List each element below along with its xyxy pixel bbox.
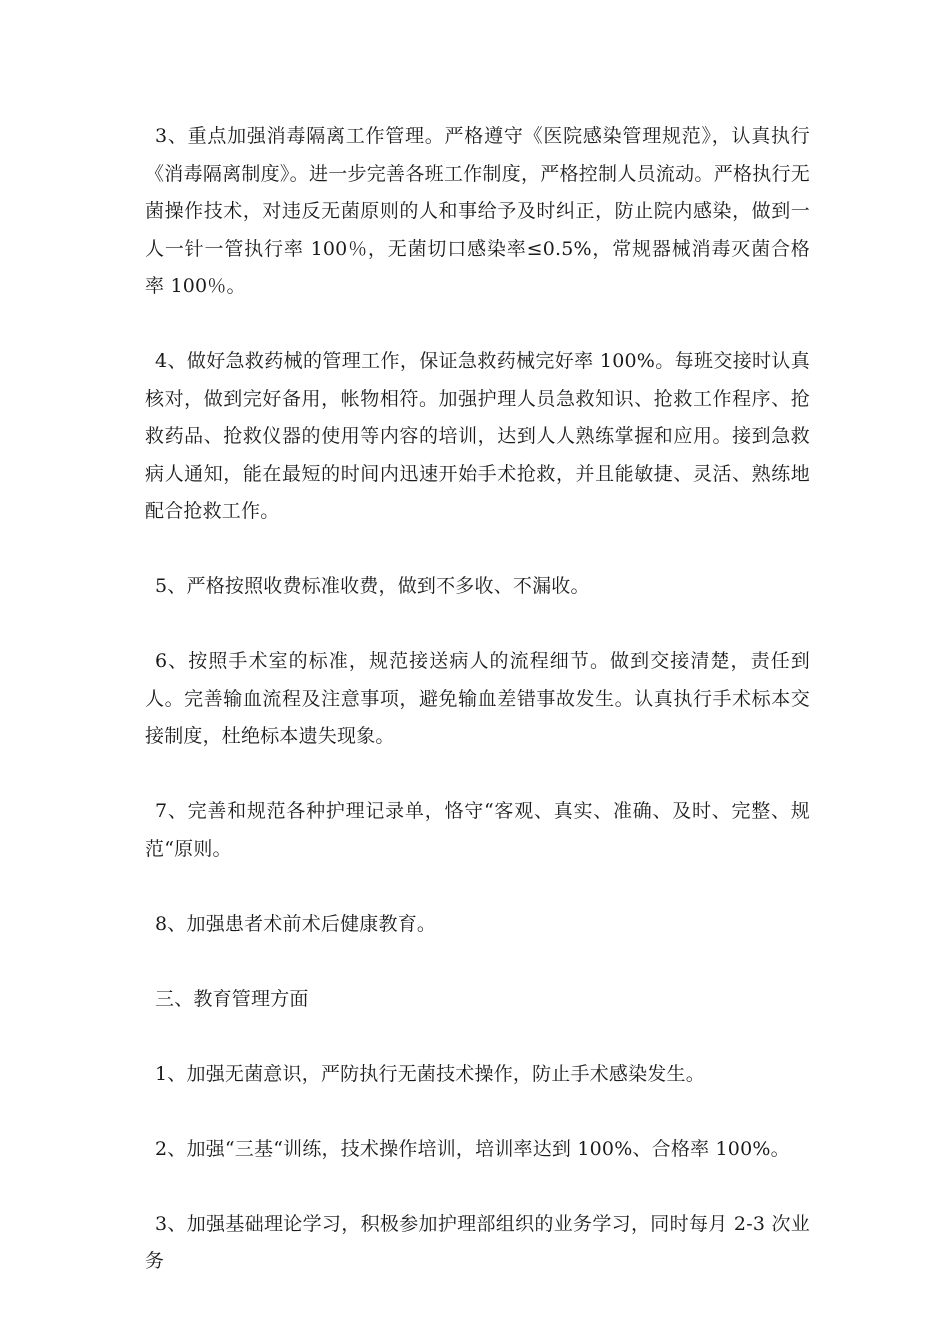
paragraph-health-education: 8、加强患者术前术后健康教育。 — [155, 912, 437, 935]
document-body — [145, 118, 810, 1318]
paragraph-aseptic-awareness: 1、加强无菌意识，严防执行无菌技术操作，防止手术感染发生。 — [155, 1062, 705, 1085]
paragraph-disinfection-isolation: 3、重点加强消毒隔离工作管理。严格遵守《医院感染管理规范》，认真执行《消毒隔离制度》。进一步完善各班工作制度，严格控制人员流动。严格执行无菌操作技术，对违反无菌原则的人和事给予及时纠正，防止院内感染，做到一人一针一管执行率 100％，无菌切口感染率≤0.5%，常规器械消毒灭菌合格率 100％。 — [145, 125, 810, 297]
paragraph-fee-standard: 5、严格按照收费标准收费，做到不多收、不漏收。 — [155, 575, 590, 597]
paragraph-emergency-equipment: 4、做好急救药械的管理工作，保证急救药械完好率 100%。每班交接时认真核对，做到完好备用，帐物相符。加强护理人员急救知识、抢救工作程序、抢救药品、抢救仪器的使用等内容的培训，达到人人熟练掌握和应用。接到急救病人通知，能在最短的时间内迅速开始手术抢救，并且能敏捷、灵活、熟练地配合抢救工作。 — [145, 350, 810, 522]
paragraph-three-basics-training: 2、加强“三基“训练，技术操作培训，培训率达到 100%、合格率 100%。 — [155, 1137, 790, 1160]
paragraph-patient-transfer: 6、按照手术室的标准，规范接送病人的流程细节。做到交接清楚，责任到人。完善输血流程及注意事项，避免输血差错事故发生。认真执行手术标本交接制度，杜绝标本遗失现象。 — [145, 650, 810, 747]
section-heading-education-management: 三、教育管理方面 — [155, 987, 309, 1010]
paragraph-theory-study: 3、加强基础理论学习，积极参加护理部组织的业务学习，同时每月 2-3 次业务 — [145, 1212, 810, 1272]
paragraph-nursing-records: 7、完善和规范各种护理记录单，恪守“客观、真实、准确、及时、完整、规范“原则。 — [145, 800, 810, 860]
